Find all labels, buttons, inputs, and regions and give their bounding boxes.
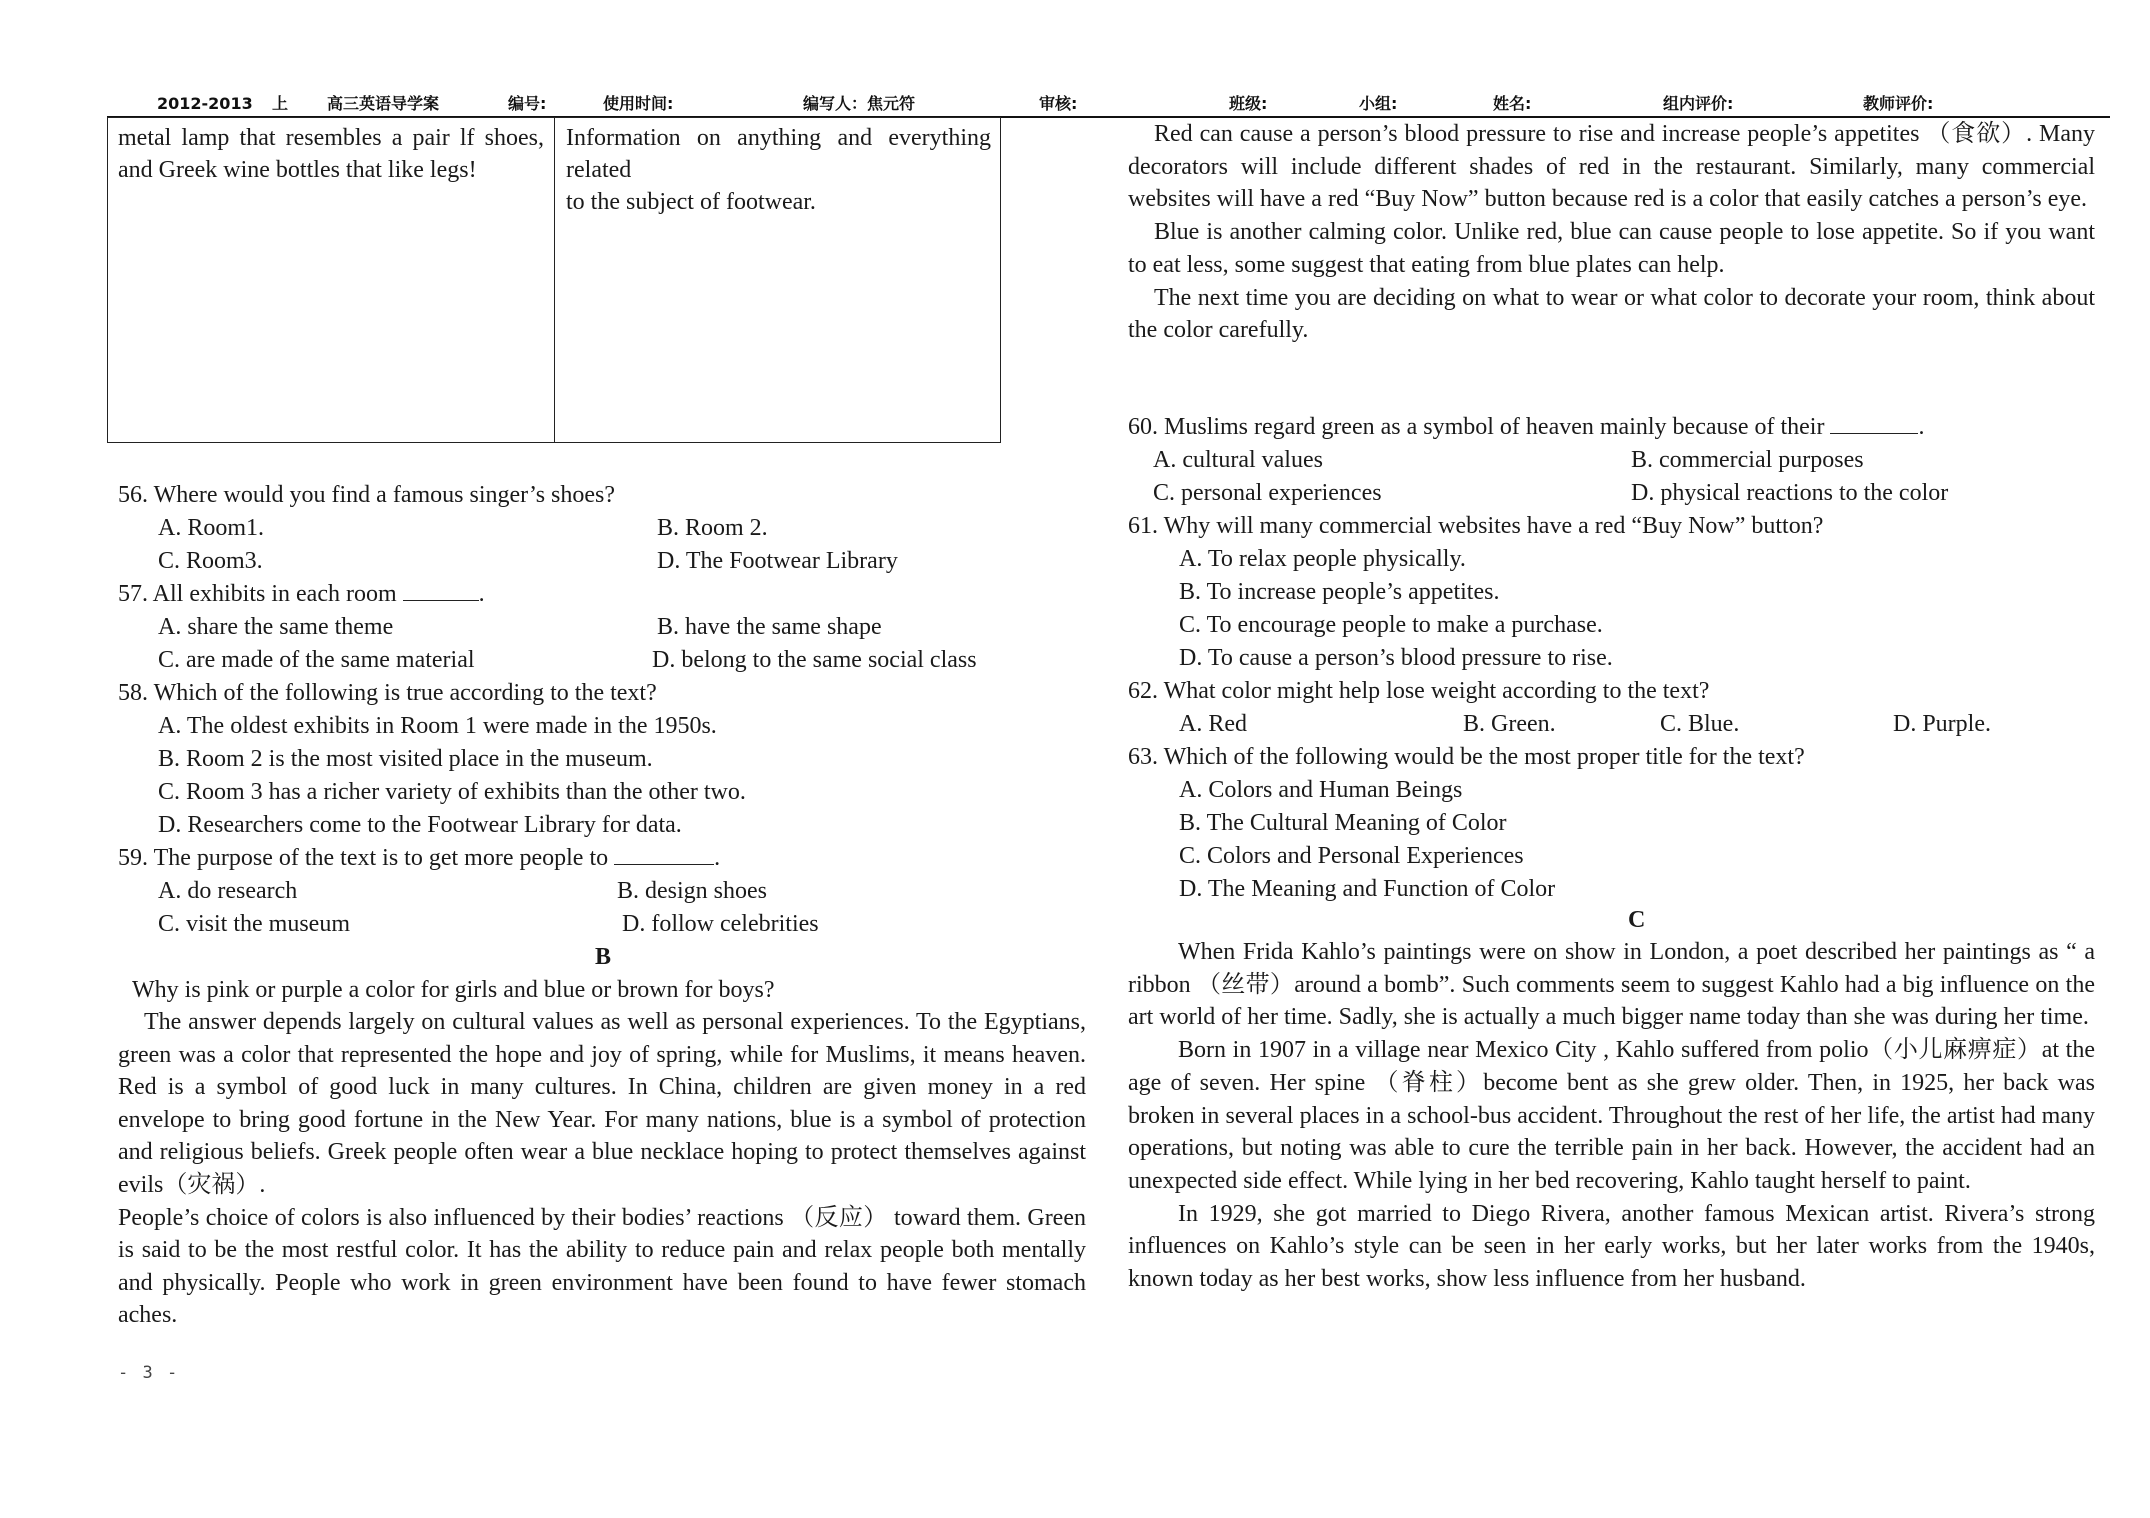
table-text-line: Information on anything and everything (566, 125, 991, 151)
option-d: D. follow celebrities (622, 911, 819, 937)
option-d: D. belong to the same social class (652, 647, 977, 673)
option-a: A. The oldest exhibits in Room 1 were made in the 1950s. (158, 713, 717, 739)
question-stem (118, 578, 485, 610)
option-b: B. Room 2 is the most visited place in the museum. (158, 746, 653, 772)
option-d: D. The Footwear Library (657, 548, 898, 574)
passage-paragraph: The answer depends largely on cultural values as well as personal experiences. To the Egyptians, green was a color that represented the hope and joy of spring, while for Muslims, it means heaven. Red is a symbol of good luck in many cultures. In China, children are given money in a red envelope to bring good fortune in the New Year. For many nations, blue is a symbol of protection and religious beliefs. Greek people often wear a blue necklace hoping to protect themselves against evils（灾祸）. (118, 1009, 1086, 1198)
option-b: B. Green. (1463, 711, 1556, 737)
stem-text: 57. All exhibits in each room (118, 581, 397, 607)
question-stem (1128, 411, 1924, 443)
table-text-line: metal lamp that resembles a pair lf shoes, (118, 125, 544, 151)
option-a: A. To relax people physically. (1179, 546, 1466, 572)
question-stem: 56. Where would you find a famous singer’s shoes? (118, 482, 616, 508)
option-b: B. commercial purposes (1631, 447, 1864, 473)
header-name: 姓名: (1493, 94, 1532, 113)
passage-paragraph: Blue is another calming color. Unlike red, blue can cause people to lose appetite. So if you want to eat less, some suggest that eating from blue plates can help. (1128, 219, 2095, 278)
question-stem: 58. Which of the following is true according to the text? (118, 680, 657, 706)
passage-paragraph: People’s choice of colors is also influenced by their bodies’ reactions （反应） toward them. Green is said to be the most restful color. It has the ability to reduce pain and relax people both mentally and physically. People who work in green environment have been found to have fewer stomach aches. (118, 1204, 1086, 1329)
option-c: C. personal experiences (1153, 480, 1382, 506)
option-a: A. Room1. (158, 515, 265, 541)
option-a: A. Red (1179, 711, 1247, 737)
question-stem (118, 842, 720, 874)
table-text-line: and Greek wine bottles that like legs! (118, 157, 477, 183)
option-b: B. The Cultural Meaning of Color (1179, 810, 1507, 836)
option-b: B. design shoes (617, 878, 767, 904)
header-class: 班级: (1229, 94, 1268, 113)
section-b-heading: B (595, 944, 612, 970)
stem-tail: . (478, 581, 485, 607)
option-c: C. visit the museum (158, 911, 350, 937)
stem-text: 60. Muslims regard green as a symbol of heaven mainly because of their (1128, 414, 1825, 440)
passage-c (1128, 936, 2095, 1296)
header-year: 2012-2013 (157, 94, 253, 113)
table-divider (554, 118, 555, 442)
table-cell-left (118, 122, 544, 186)
option-c: C. Blue. (1660, 711, 1740, 737)
table-text-line: to the subject of footwear. (566, 189, 816, 215)
option-d: D. Purple. (1893, 711, 1991, 737)
option-d: D. The Meaning and Function of Color (1179, 876, 1556, 902)
option-d: D. Researchers come to the Footwear Library for data. (158, 812, 682, 838)
passage-paragraph: Born in 1907 in a village near Mexico City , Kahlo suffered from polio（小儿麻痹症）at the age of seven. Her spine （脊柱）become bent as she grew older. Then, in 1925, her back was broken in several places in a school-bus accident. Throughout the rest of her life, the artist had many operations, but noting was able to cure the terrible pain in her back. However, the accident had an unexpected side effect. While lying in her bed recovering, Kahlo taught herself to paint. (1128, 1037, 2095, 1194)
section-c-heading: C (1628, 907, 1646, 933)
option-d: D. physical reactions to the color (1631, 480, 1949, 506)
passage-b-right (1128, 118, 2095, 347)
passage-b-left (118, 1006, 1086, 1332)
option-a: A. do research (158, 878, 298, 904)
stem-tail: . (714, 845, 721, 871)
option-c: C. To encourage people to make a purchase. (1179, 612, 1603, 638)
stem-tail: . (1918, 414, 1925, 440)
option-b: B. To increase people’s appetites. (1179, 579, 1500, 605)
header-term: 上 (272, 94, 289, 113)
passage-paragraph: The next time you are deciding on what to wear or what color to decorate your room, think about the color carefully. (1128, 284, 2095, 344)
passage-b-question: Why is pink or purple a color for girls and blue or brown for boys? (132, 977, 775, 1003)
question-stem: 61. Why will many commercial websites have a red “Buy Now” button? (1128, 513, 1824, 539)
header-review: 审核: (1039, 94, 1078, 113)
header-group: 小组: (1359, 94, 1398, 113)
passage-paragraph: When Frida Kahlo’s paintings were on show in London, a poet described her paintings as “ a ribbon （丝带）around a bomb”. Such comments seem to suggest Kahlo had a big influence on the art world of her time. Sadly, she is actually a much bigger name today than she was during her time. (1128, 939, 2095, 1031)
page-number: - 3 - (118, 1363, 180, 1383)
stem-text: 59. The purpose of the text is to get more people to (118, 845, 609, 871)
option-c: C. are made of the same material (158, 647, 475, 673)
option-c: C. Room 3 has a richer variety of exhibits than the other two. (158, 779, 746, 805)
option-c: C. Room3. (158, 548, 263, 574)
table-text-line: related (566, 157, 632, 183)
option-a: A. cultural values (1153, 447, 1323, 473)
answer-blank[interactable] (614, 844, 714, 865)
option-c: C. Colors and Personal Experiences (1179, 843, 1524, 869)
option-a: A. Colors and Human Beings (1179, 777, 1463, 803)
option-d: D. To cause a person’s blood pressure to rise. (1179, 645, 1613, 671)
header-time: 使用时间: (603, 94, 674, 113)
header-author: 编写人：焦元符 (803, 94, 916, 113)
question-stem: 62. What color might help lose weight according to the text? (1128, 678, 1710, 704)
answer-blank[interactable] (1830, 413, 1918, 434)
question-stem: 63. Which of the following would be the most proper title for the text? (1128, 744, 1805, 770)
header-title: 高三英语导学案 (327, 94, 440, 113)
header-number: 编号: (508, 94, 547, 113)
header-teacher-eval: 教师评价: (1863, 94, 1934, 113)
passage-paragraph: Red can cause a person’s blood pressure to rise and increase people’s appetites （食欲）. Many decorators will include different shades of red in the restaurant. Similarly, many commercial websites will have a red “Buy Now” button because red is a color that easily catches a person’s eye. (1128, 121, 2095, 213)
option-b: B. have the same shape (657, 614, 882, 640)
exhibit-table (107, 117, 1001, 443)
option-a: A. share the same theme (158, 614, 394, 640)
passage-paragraph: In 1929, she got married to Diego Rivera, another famous Mexican artist. Rivera’s strong influences on Kahlo’s style can be seen in her early works, but her later works from the 1940s, known today as her best works, show less influence from her husband. (1128, 1200, 2095, 1293)
header-group-eval: 组内评价: (1663, 94, 1734, 113)
option-b: B. Room 2. (657, 515, 768, 541)
table-cell-right (566, 122, 991, 218)
answer-blank[interactable] (403, 580, 479, 601)
